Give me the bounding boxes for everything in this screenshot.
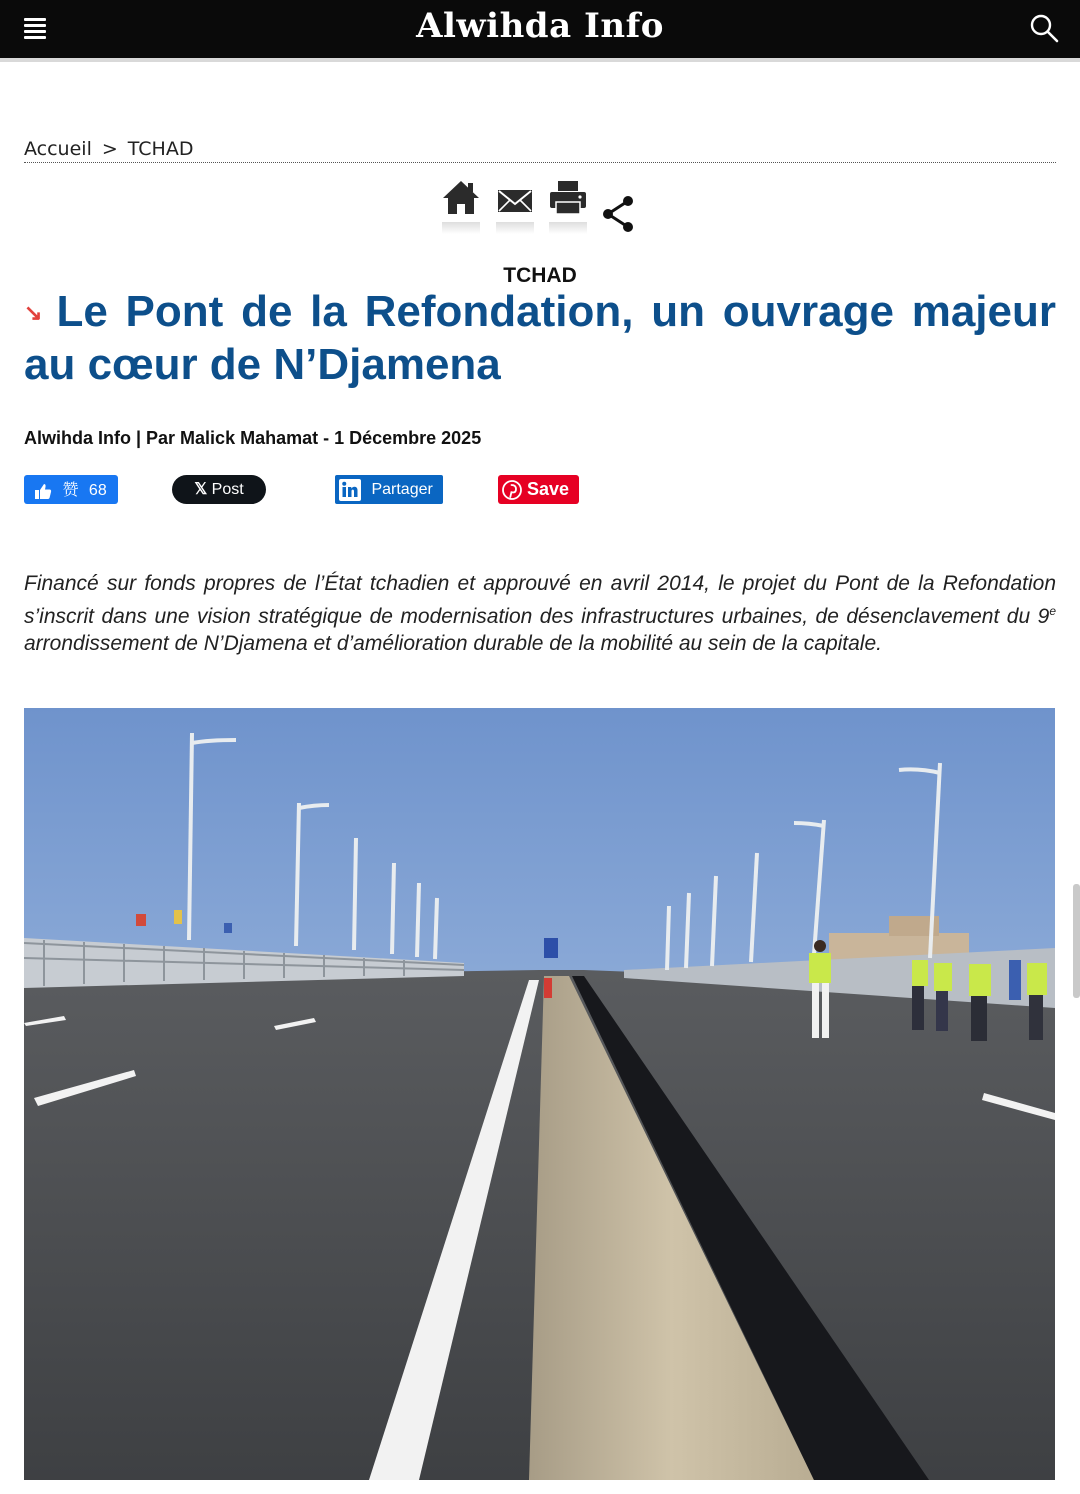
breadcrumb-separator: >: [101, 138, 118, 160]
article-tools: [440, 178, 640, 238]
article-rubric[interactable]: TCHAD: [503, 264, 577, 287]
scrollbar-thumb[interactable]: [1073, 884, 1080, 998]
x-logo-icon: 𝕏: [194, 481, 208, 498]
linkedin-share-label: Partager: [371, 481, 433, 498]
article-lead-part2: arrondissement de N’Djamena et d’amélioration durable de la mobilité au sein de la capitale.: [24, 632, 882, 655]
arrow-down-right-icon: ↘: [24, 300, 43, 325]
pinterest-save-label: Save: [527, 479, 570, 499]
article-photo-bridge[interactable]: [24, 708, 1055, 1480]
pinterest-icon: [502, 480, 522, 500]
breadcrumb-home-link[interactable]: Accueil: [24, 138, 92, 160]
x-post-button[interactable]: [172, 475, 266, 504]
facebook-like-button[interactable]: [24, 475, 118, 504]
linkedin-share-button[interactable]: [335, 475, 443, 504]
article-byline: Alwihda Info | Par Malick Mahamat - 1 Décembre 2025: [24, 428, 482, 448]
article-lead-superscript: e: [1049, 603, 1056, 618]
article-lead: [24, 570, 1056, 658]
pinterest-save-button[interactable]: [498, 475, 579, 504]
thumbs-up-icon: [34, 482, 52, 500]
linkedin-icon: [339, 479, 361, 501]
article-lead-part1: Financé sur fonds propres de l’État tchadien et approuvé en avril 2014, le projet du Pont de la Refondation s’inscrit dans une vision stratégique de modernisation des infrastructures urbaines, de désenclavement du 9: [24, 572, 1056, 628]
email-icon[interactable]: [494, 178, 536, 234]
share-icon[interactable]: [598, 178, 640, 234]
breadcrumb: [24, 138, 1056, 163]
article-title: [24, 286, 1056, 391]
home-icon[interactable]: [440, 178, 482, 234]
facebook-like-count: 68: [88, 482, 107, 499]
x-post-label: Post: [211, 481, 244, 498]
search-icon[interactable]: [1028, 12, 1060, 44]
top-bar: [0, 0, 1080, 62]
article-title-text: Le Pont de la Refondation, un ouvrage majeur au cœur de N’Djamena: [24, 287, 1056, 389]
print-icon[interactable]: [547, 178, 589, 234]
breadcrumb-current-link[interactable]: TCHAD: [127, 138, 194, 160]
facebook-like-label: 赞: [62, 480, 79, 499]
site-title[interactable]: Alwihda Info: [416, 6, 664, 46]
